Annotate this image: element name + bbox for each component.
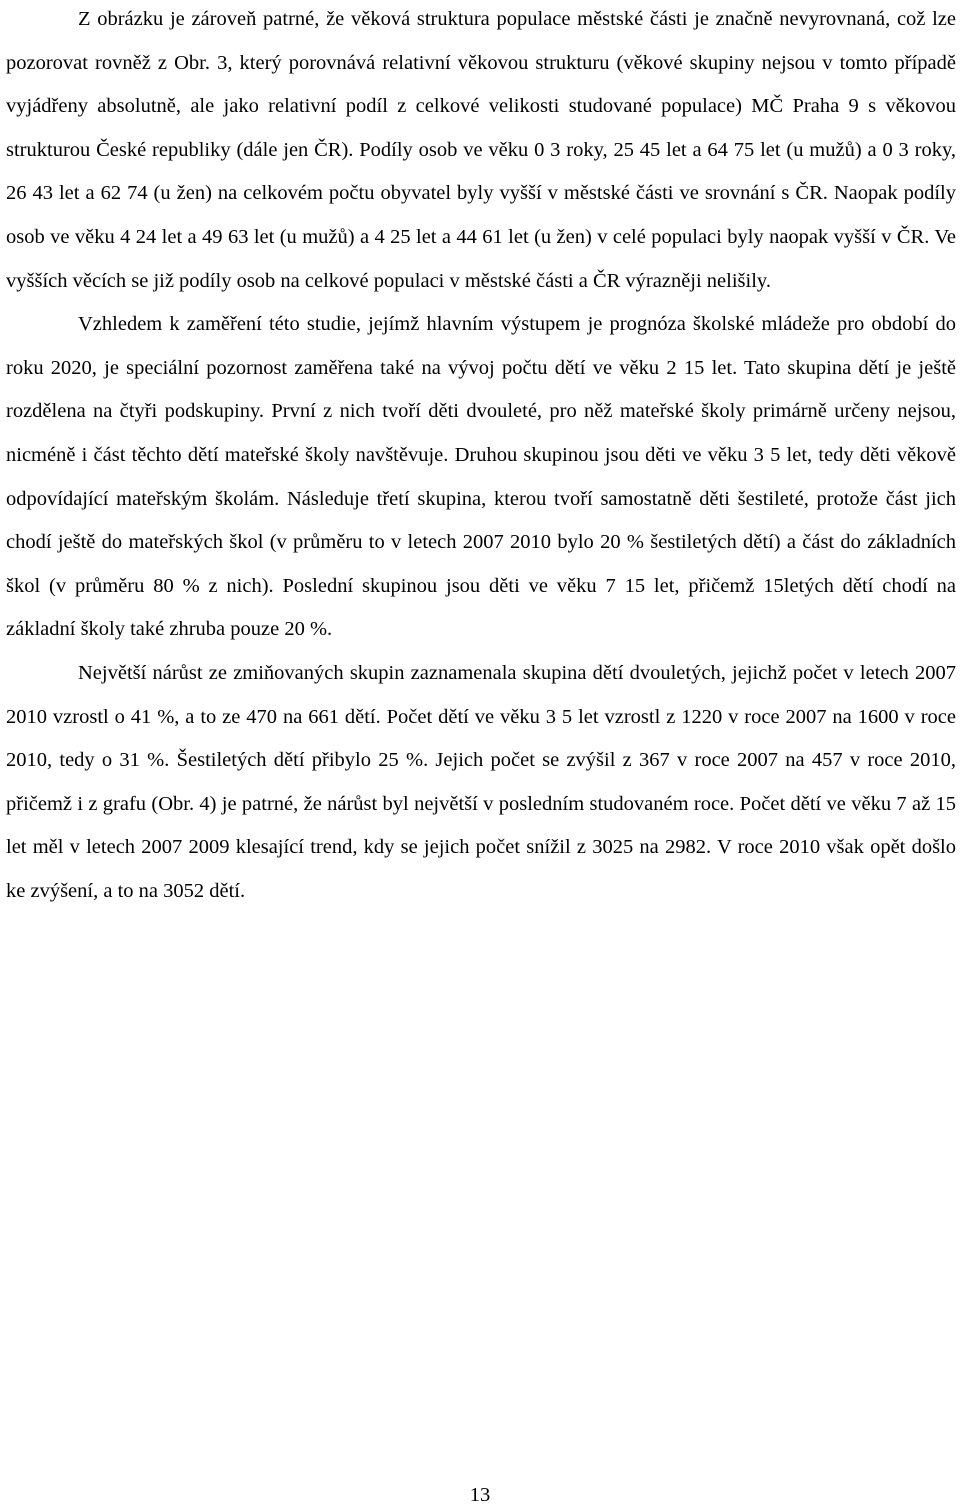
paragraph-study-focus: Vzhledem k zaměření této studie, jejímž hlavním výstupem je prognóza školské mládeže pro období do roku 2020, je speciální pozornost zaměřena také na vývoj počtu dětí ve věku 2 15 let. Tato skupina dětí je ještě rozdělena na čtyři podskupiny. První z nich tvoří děti dvouleté, pro něž mateřské školy primárně určeny nejsou, nicméně i část těchto dětí mateřské školy navštěvuje. Druhou skupinou jsou děti ve věku 3 5 let, tedy děti věkově odpovídající mateřským školám. Následuje třetí skupina, kterou tvoří samostatně děti šestileté, protože část jich chodí ještě do mateřských škol (v průměru to v letech 2007 2010 bylo 20 % šestiletých dětí) a část do základních škol (v průměru 80 % z nich). Poslední skupinou jsou děti ve věku 7 15 let, přičemž 15letých dětí chodí na základní školy také zhruba pouze 20 %.	[6, 313, 956, 641]
paragraph-age-structure: Z obrázku je zároveň patrné, že věková struktura populace městské části je značně nevyrovnaná, což lze pozorovat rovněž z Obr. 3, který porovnává relativní věkovou strukturu (věkové skupiny nejsou v tomto případě vyjádřeny absolutně, ale jako relativní podíl z celkové velikosti studované populace) MČ Praha 9 s věkovou strukturou České republiky (dále jen ČR). Podíly osob ve věku 0 3 roky, 25 45 let a 64 75 let (u mužů) a 0 3 roky, 26 43 let a 62 74 (u žen) na celkovém počtu obyvatel byly vyšší v městské části ve srovnání s ČR. Naopak podíly osob ve věku 4 24 let a 49 63 let (u mužů) a 4 25 let a 44 61 let (u žen) v celé populaci byly naopak vyšší v ČR. Ve vyšších věcích se již podíly osob na celkové populaci v městské části a ČR výrazněji nelišily.	[6, 8, 956, 292]
document-page	[6, 0, 956, 913]
paragraph-growth: Největší nárůst ze zmiňovaných skupin zaznamenala skupina dětí dvouletých, jejichž počet v letech 2007 2010 vzrostl o 41 %, a to ze 470 na 661 dětí. Počet dětí ve věku 3 5 let vzrostl z 1220 v roce 2007 na 1600 v roce 2010, tedy o 31 %. Šestiletých dětí přibylo 25 %. Jejich počet se zvýšil z 367 v roce 2007 na 457 v roce 2010, přičemž i z grafu (Obr. 4) je patrné, že nárůst byl největší v posledním studovaném roce. Počet dětí ve věku 7 až 15 let měl v letech 2007 2009 klesající trend, kdy se jejich počet snížil z 3025 na 2982. V roce 2010 však opět došlo ke zvýšení, a to na 3052 dětí.	[6, 661, 956, 902]
page-number: 13	[469, 1484, 491, 1506]
